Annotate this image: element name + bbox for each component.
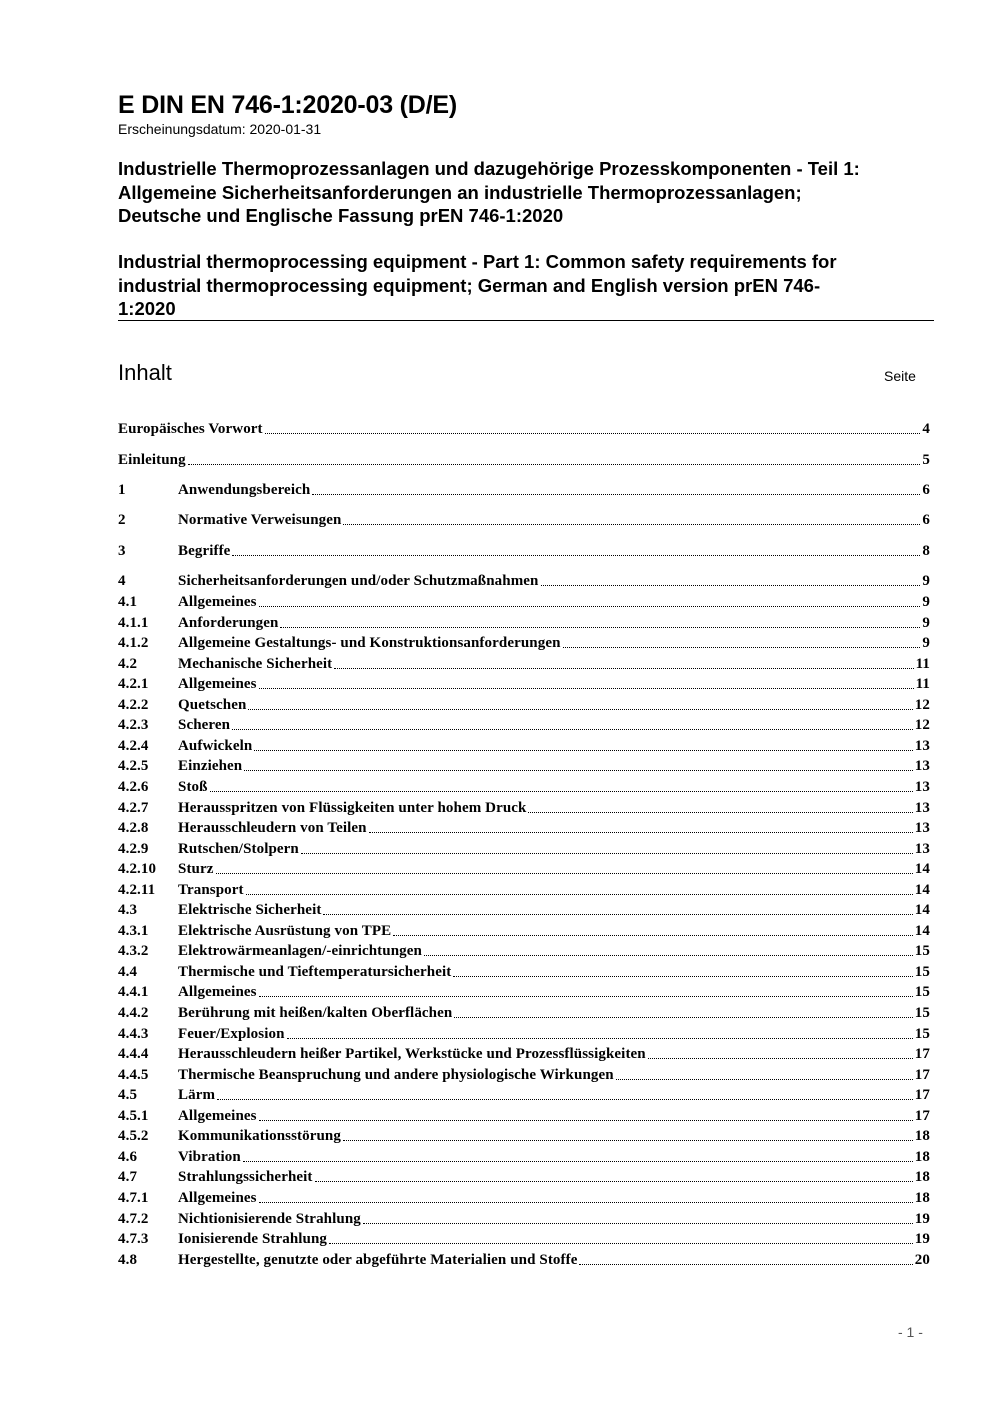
toc-entry[interactable] [118,694,930,714]
toc-entry-number: 4.5.2 [118,1128,149,1145]
toc-entry-title: Anforderungen [178,614,279,631]
toc-entry-number: 4.2.1 [118,676,149,693]
toc-entry-number: 4.7.3 [118,1231,149,1248]
english-title-line: industrial thermoprocessing equipment; German and English version prEN 746- [118,274,821,296]
toc-entry-title: Lärm [178,1087,216,1104]
toc-entry-page: 12 [914,717,930,734]
toc-dot-leader [579,1264,912,1265]
toc-entry-page: 17 [914,1107,930,1124]
toc-entry-title: Transport [178,881,244,898]
publication-date: Erscheinungsdatum: 2020-01-31 [118,121,322,137]
toc-dot-leader [541,585,921,586]
toc-entry-page: 4 [922,421,930,437]
toc-entry-title: Aufwickeln [178,737,253,754]
toc-entry-page: 13 [914,820,930,837]
toc-entry-title: Nichtionisierende Strahlung [178,1210,361,1227]
toc-dot-leader [280,627,920,628]
english-title [118,250,930,321]
toc-entry-title: Einziehen [178,758,243,775]
toc-entry-title: Thermische und Tieftemperatursicherheit [178,963,452,980]
toc-dot-leader [315,1181,913,1182]
toc-dot-leader [259,688,914,689]
toc-entry-title: Allgemeines [178,676,257,693]
toc-entry-number: 4.4 [118,963,138,980]
toc-entry-page: 11 [915,655,930,672]
toc-dot-leader [210,791,913,792]
toc-entry-title: Rutschen/Stolpern [178,840,299,857]
toc-entry-number: 4.7 [118,1169,138,1186]
toc-dot-leader [323,914,912,915]
toc-dot-leader [188,464,921,465]
toc-entry-title: Vibration [178,1148,241,1165]
toc-dot-leader [616,1079,913,1080]
toc-entry-title: Sicherheitsanforderungen und/oder Schutzmaßnahmen [178,573,539,589]
toc-entry[interactable] [118,1249,930,1269]
toc-entry-page: 9 [922,635,930,652]
toc-entry-number: 4.2.7 [118,799,149,816]
toc-entry[interactable] [118,673,930,693]
toc-dot-leader [563,647,921,648]
toc-entry-page: 15 [914,1005,930,1021]
toc-entry-title: Strahlungssicherheit [178,1169,313,1186]
toc-entry-number: 4.4.4 [118,1046,149,1063]
toc-entry[interactable] [118,714,930,734]
toc-entry-title: Ionisierende Strahlung [178,1231,328,1248]
toc-entry[interactable] [118,449,930,469]
toc-dot-leader [343,1140,913,1141]
toc-entry[interactable] [118,940,930,960]
toc-entry-number: 4.3 [118,902,138,919]
toc-heading: Inhalt [118,360,172,385]
toc-entry-number: 4.4.2 [118,1005,149,1021]
toc-entry-title: Allgemeines [178,984,257,1001]
toc-dot-leader [254,750,912,751]
toc-entry-page: 6 [922,482,930,498]
toc-dot-leader [246,894,913,895]
german-title-line: Industrielle Thermoprozessanlagen und dazugehörige Prozesskomponenten - Teil 1: [118,158,860,179]
toc-entry-page: 8 [922,543,930,559]
toc-entry-number: 4.1 [118,594,138,610]
toc-entry[interactable] [118,1084,930,1104]
toc-entry-page: 15 [914,963,930,980]
toc-entry[interactable] [118,632,930,652]
toc-entry-number: 4.7.1 [118,1189,149,1206]
toc-entry-page: 13 [914,799,930,816]
toc-entry[interactable] [118,612,930,632]
toc-entry-page: 15 [914,1025,930,1042]
toc-entry-page: 14 [914,902,930,919]
toc-dot-leader [243,1161,913,1162]
toc-dot-leader [334,668,913,669]
toc-entry[interactable] [118,653,930,673]
toc-entry-page: 19 [914,1210,930,1227]
toc-entry-title: Allgemeines [178,594,257,610]
toc-dot-leader [217,1099,913,1100]
toc-entry-number: 4.4.3 [118,1025,149,1042]
toc-entry-title: Elektrische Ausrüstung von TPE [178,922,392,939]
toc-dot-leader [363,1223,913,1224]
toc-entry-title: Feuer/Explosion [178,1025,285,1042]
toc-entry-page: 18 [914,1189,930,1206]
toc-entry-title: Anwendungsbereich [178,482,311,498]
toc-entry-title: Berührung mit heißen/kalten Oberflächen [178,1005,453,1021]
toc-entry[interactable] [118,1208,930,1228]
toc-entry-page: 15 [914,984,930,1001]
toc-entry-page: 13 [914,758,930,775]
toc-dot-leader [369,832,913,833]
toc-entry-page: 18 [914,1128,930,1145]
toc-entry-page: 9 [922,573,930,589]
toc-entry-page: 14 [914,861,930,878]
toc-entry-page: 13 [914,778,930,795]
toc-entry-page: 18 [914,1148,930,1165]
toc-entry-number: 4.4.1 [118,984,149,1001]
toc-dot-leader [259,1202,913,1203]
toc-entry[interactable] [118,509,930,529]
toc-entry-number: 4.6 [118,1148,138,1165]
document-id: E DIN EN 746-1:2020-03 (D/E) [118,91,457,119]
toc-entry[interactable] [118,879,930,899]
toc-entry-number: 2 [118,512,126,528]
toc-entry[interactable] [118,1228,930,1248]
toc-entry-number: 1 [118,482,126,498]
toc-entry-page: 12 [914,696,930,713]
toc-entry-number: 4.2.9 [118,840,149,857]
toc-entry-title: Sturz [178,861,214,878]
toc-dot-leader [312,494,920,495]
toc-entry[interactable] [118,776,930,796]
toc-entry[interactable] [118,1023,930,1043]
toc-entry-title: Herausschleudern heißer Partikel, Werkstücke und Prozessflüssigkeiten [178,1046,646,1063]
toc-page-column-label: Seite [884,368,916,384]
toc-entry-title: Herausschleudern von Teilen [178,820,367,837]
toc-entry-page: 6 [922,512,930,528]
toc-entry[interactable] [118,755,930,775]
toc-entry[interactable] [118,1105,930,1125]
toc-entry-number: 4.2.8 [118,820,149,837]
toc-entry-page: 19 [914,1231,930,1248]
toc-entry-number: 4.3.1 [118,922,149,939]
toc-dot-leader [454,1017,912,1018]
toc-entry-number: 4.1.2 [118,635,149,652]
toc-entry[interactable] [118,899,930,919]
toc-entry-title: Europäisches Vorwort [118,421,263,437]
toc-entry-title: Stoß [178,778,208,795]
toc-entry-title: Quetschen [178,696,247,713]
toc-entry-title: Kommunikationsstörung [178,1128,341,1145]
toc-entry-number: 4.7.2 [118,1210,149,1227]
toc-entry[interactable] [118,1146,930,1166]
toc-entry-page: 13 [914,737,930,754]
title-divider [118,320,934,321]
english-title-line: 1:2020 [118,298,176,319]
toc-entry-number: 4.5.1 [118,1107,149,1124]
toc-entry-number: 4.2.10 [118,861,157,878]
german-title-line: Deutsche und Englische Fassung prEN 746-1:2020 [118,205,564,226]
toc-dot-leader [648,1058,913,1059]
toc-dot-leader [343,524,920,525]
toc-entry-title: Elektrowärmeanlagen/-einrichtungen [178,943,422,960]
german-title-line: Allgemeine Sicherheitsanforderungen an industrielle Thermoprozessanlagen; [118,181,802,203]
toc-entry[interactable] [118,479,930,499]
toc-entry[interactable] [118,797,930,817]
toc-entry-number: 4.3.2 [118,943,149,960]
toc-dot-leader [424,955,913,956]
toc-entry[interactable] [118,920,930,940]
toc-dot-leader [453,976,912,977]
toc-dot-leader [232,555,920,556]
toc-dot-leader [329,1243,913,1244]
toc-entry-title: Allgemeine Gestaltungs- und Konstruktionsanforderungen [178,635,561,652]
toc-entry-title: Hergestellte, genutzte oder abgeführte Materialien und Stoffe [178,1251,578,1268]
toc-entry-page: 20 [914,1251,930,1268]
toc-entry-number: 4.8 [118,1251,138,1268]
toc-entry-number: 4.2.2 [118,696,149,713]
toc-dot-leader [393,935,913,936]
toc-entry-title: Elektrische Sicherheit [178,902,322,919]
toc-entry[interactable] [118,1064,930,1084]
toc-entry-title: Herausspritzen von Flüssigkeiten unter hohem Druck [178,799,527,816]
toc-entry[interactable] [118,591,930,611]
toc-entry-title: Thermische Beanspruchung und andere physiologische Wirkungen [178,1066,614,1083]
toc-entry-number: 4 [118,573,126,589]
toc-dot-leader [244,770,913,771]
toc-entry-page: 17 [914,1087,930,1104]
toc-entry-number: 4.2.5 [118,758,149,775]
toc-dot-leader [301,853,913,854]
toc-entry-title: Allgemeines [178,1107,257,1124]
toc-dot-leader [216,873,913,874]
toc-dot-leader [528,812,912,813]
toc-entry[interactable] [118,858,930,878]
toc-dot-leader [259,1120,913,1121]
toc-entry-page: 5 [922,452,930,468]
toc-dot-leader [287,1038,913,1039]
toc-entry-number: 4.2.11 [118,881,156,898]
toc-entry[interactable] [118,1166,930,1186]
toc-dot-leader [248,709,912,710]
toc-entry-page: 9 [922,614,930,631]
toc-entry-title: Normative Verweisungen [178,512,342,528]
toc-entry-title: Mechanische Sicherheit [178,655,333,672]
toc-entry-number: 4.5 [118,1087,138,1104]
toc-entry-page: 18 [914,1169,930,1186]
toc-entry-title: Scheren [178,717,231,734]
toc-entry-number: 4.1.1 [118,614,149,631]
toc-entry[interactable] [118,570,930,590]
toc-entry-number: 4.2.4 [118,737,149,754]
toc-entry[interactable] [118,838,930,858]
toc-entry-number: 4.4.5 [118,1066,149,1083]
toc-entry[interactable] [118,961,930,981]
toc-entry[interactable] [118,735,930,755]
toc-entry-title: Begriffe [178,543,231,559]
toc-entry-number: 4.2.6 [118,778,149,795]
toc-entry-number: 4.2 [118,655,138,672]
toc-entry-page: 13 [914,840,930,857]
toc-entry-page: 17 [914,1046,930,1063]
toc-entry-number: 4.2.3 [118,717,149,734]
toc-entry-page: 14 [914,881,930,898]
toc-dot-leader [259,996,913,997]
toc-entry-page: 14 [914,922,930,939]
toc-entry[interactable] [118,1002,930,1022]
english-title-line: Industrial thermoprocessing equipment - Part 1: Common safety requirements for [118,251,837,272]
toc-entry-page: 9 [922,594,930,610]
toc-entry[interactable] [118,981,930,1001]
toc-entry[interactable] [118,1043,930,1063]
toc-entry[interactable] [118,1125,930,1145]
toc-dot-leader [232,729,913,730]
toc-entry-number: 3 [118,543,126,559]
toc-entry-page: 17 [914,1066,930,1083]
toc-entry[interactable] [118,1187,930,1207]
toc-entry[interactable] [118,817,930,837]
toc-dot-leader [265,433,921,434]
toc-entry-title: Einleitung [118,452,186,468]
toc-entry[interactable] [118,418,930,438]
page-number: - 1 - [898,1324,923,1340]
toc-entry[interactable] [118,540,930,560]
toc-dot-leader [259,606,921,607]
german-title [118,157,930,228]
toc-entry-page: 15 [914,943,930,960]
toc-entry-title: Allgemeines [178,1189,257,1206]
toc-entry-page: 11 [915,676,930,693]
